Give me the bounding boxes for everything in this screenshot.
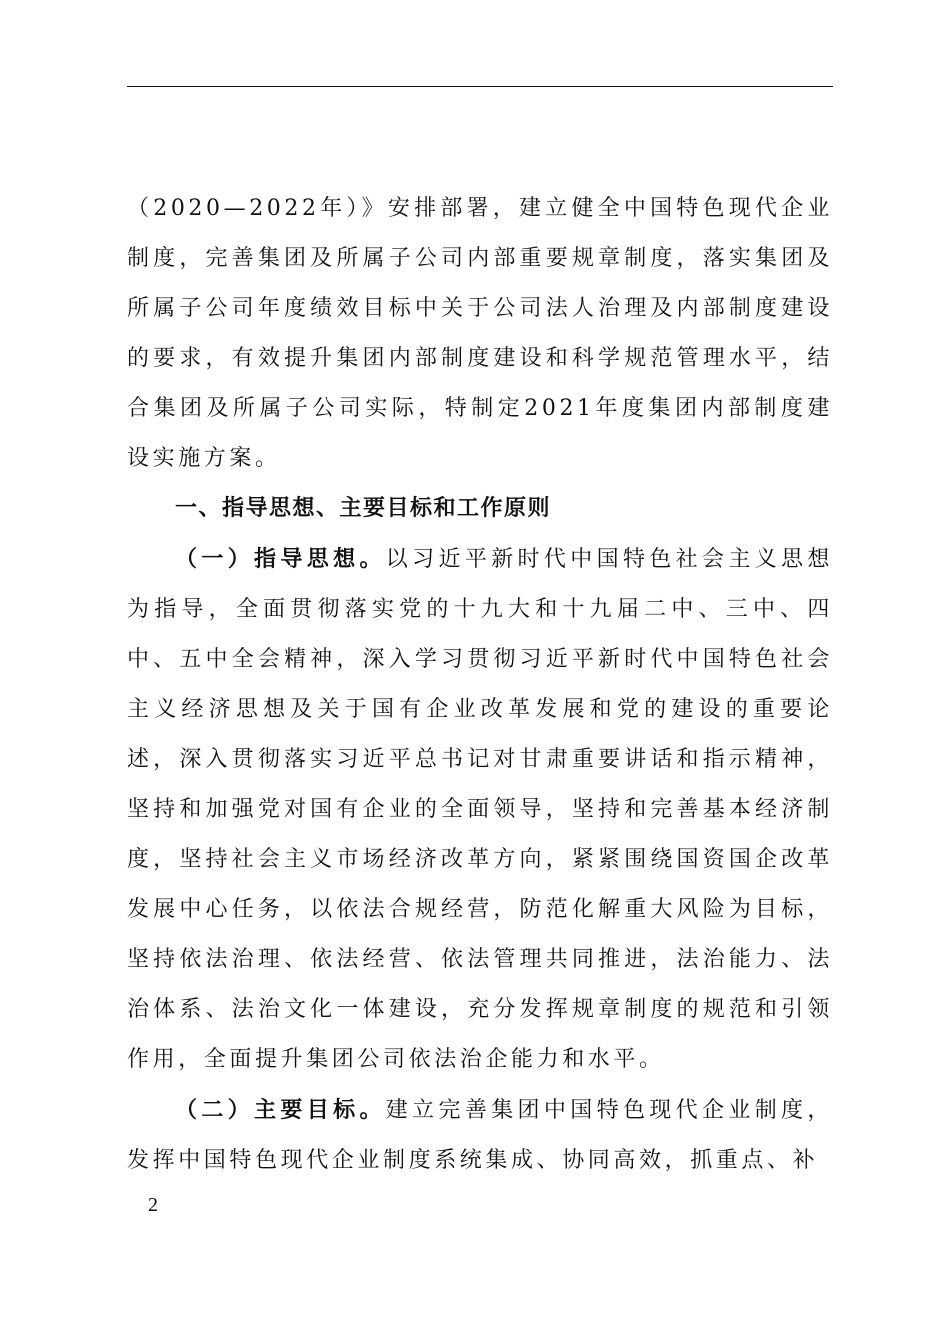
page-number: 2: [148, 1194, 158, 1216]
section-heading: 一、指导思想、主要目标和工作原则: [175, 496, 552, 521]
paragraph-guiding-thought: [127, 534, 833, 1085]
paragraph-text: 以习近平新时代中国特色社会主义思想为指导，全面贯彻落实党的十九大和十九届二中、三中、四中、五中全会精神，深入学习贯彻习近平新时代中国特色社会主义经济思想及关于国有企业改革发展和党的建设的重要论述，深入贯彻落实习近平总书记对甘肃重要讲话和指示精神，坚持和加强党对国有企业的全面领导，坚持和完善基本经济制度，坚持社会主义市场经济改革方向，紧紧围绕国资国企改革发展中心任务，以依法合规经营，防范化解重大风险为目标，坚持依法治理、依法经营、依法管理共同推进，法治能力、法治体系、法治文化一体建设，充分发挥规章制度的规范和引领作用，全面提升集团公司依法治企能力和水平。: [127, 547, 833, 1072]
header-rule: [127, 86, 833, 87]
document-body: [127, 184, 833, 1186]
paragraph-main-goals: [127, 1085, 833, 1186]
paragraph-intro: （2020—2022年）》安排部署，建立健全中国特色现代企业制度，完善集团及所属子公司内部重要规章制度，落实集团及所属子公司年度绩效目标中关于公司法人治理及内部制度建设的要求，有效提升集团内部制度建设和科学规范管理水平，结合集团及所属子公司实际，特制定2021年度集团内部制度建设实施方案。: [127, 196, 833, 471]
paragraph-lead: （二）主要目标。: [175, 1097, 386, 1123]
paragraph-text: 建立完善集团中国特色现代企业制度，发挥中国特色现代企业制度系统集成、协同高效，抓重点、补: [127, 1098, 833, 1173]
paragraph-lead: （一）指导思想。: [175, 546, 386, 572]
